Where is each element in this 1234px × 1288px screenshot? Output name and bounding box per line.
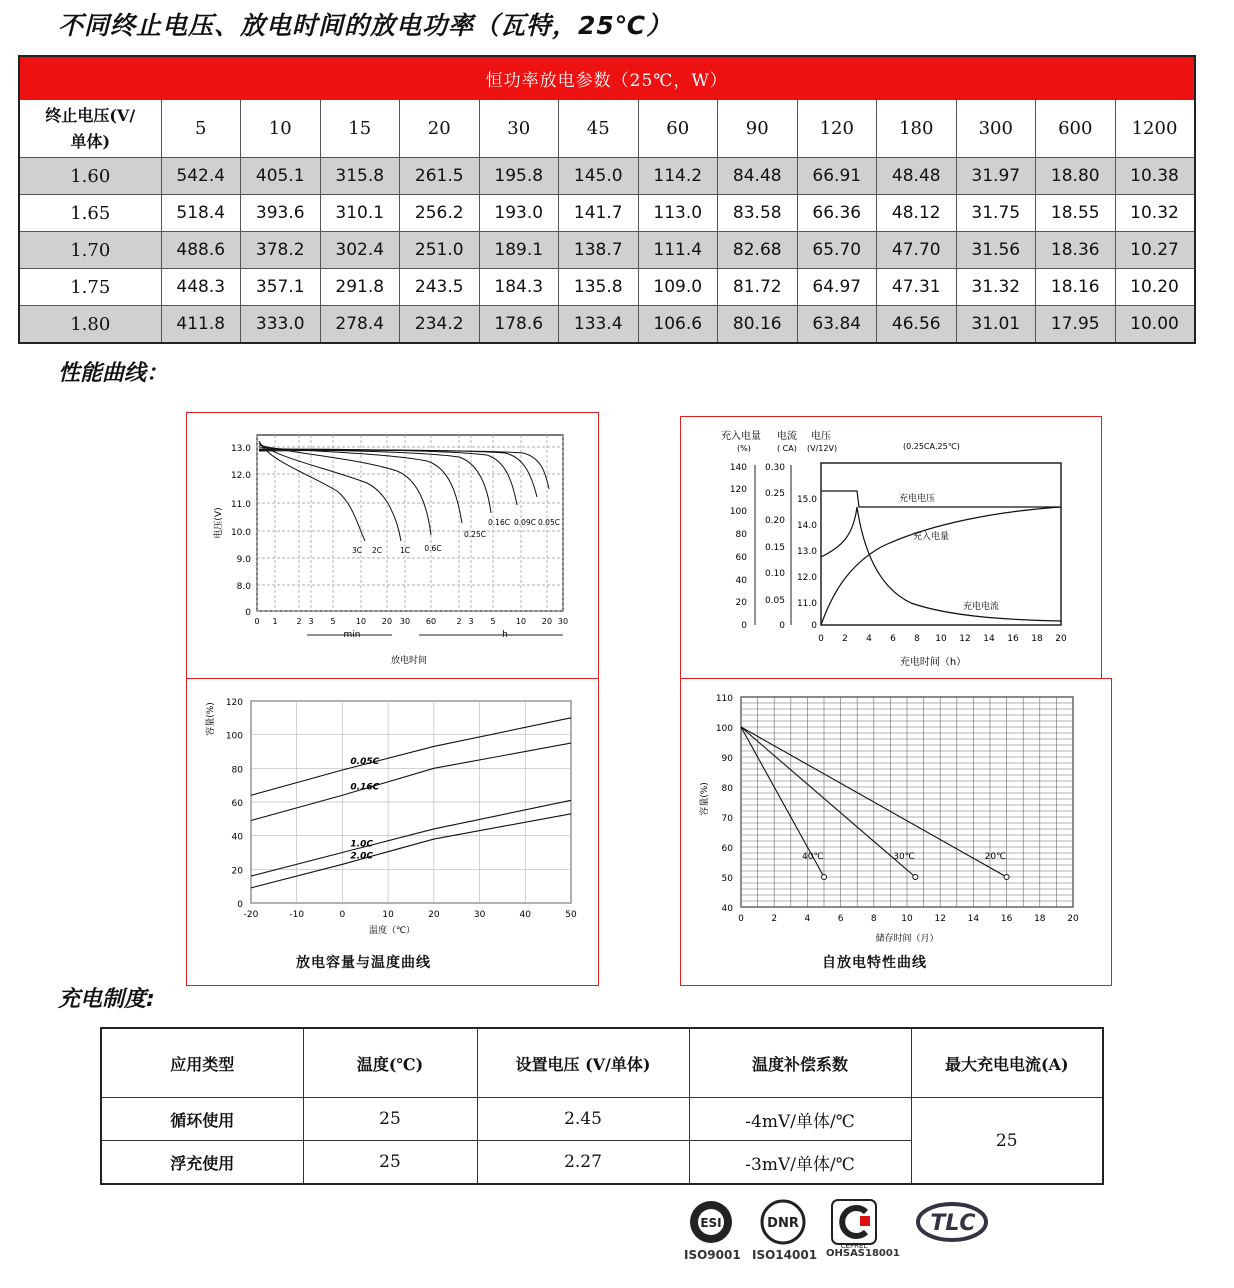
series-label: 40℃ xyxy=(802,852,824,862)
power-cell: 243.5 xyxy=(400,269,480,306)
chart-header-label: (V/12V) xyxy=(807,444,838,453)
power-cell: 48.48 xyxy=(877,158,957,195)
x-tick-label: 30 xyxy=(473,910,486,920)
y-tick-label: 9.0 xyxy=(236,555,251,565)
power-cell: 193.0 xyxy=(479,195,559,232)
x-tick-label: 3 xyxy=(468,617,474,626)
self-discharge-line xyxy=(741,727,915,877)
y1-tick-label: 40 xyxy=(735,576,747,586)
x-tick-label: 20 xyxy=(1067,914,1079,924)
x-tick-label: 14 xyxy=(983,634,995,644)
x-tick-label: 10 xyxy=(355,617,367,626)
power-cell: 488.6 xyxy=(161,232,241,269)
charge-current-line xyxy=(821,507,1061,621)
y-tick-label: 13.0 xyxy=(230,444,251,454)
table-row xyxy=(19,195,1195,232)
charge-voltage-line xyxy=(821,491,1061,507)
capacity-temp-figure xyxy=(186,678,599,986)
power-cell: 448.3 xyxy=(161,269,241,306)
end-point xyxy=(1004,875,1009,880)
svg-text:TLC: TLC xyxy=(930,1211,976,1236)
x-tick-label: 18 xyxy=(1031,634,1043,644)
series-label: 2.0C xyxy=(350,851,373,862)
x-axis-label: 储存时间（月） xyxy=(875,934,939,944)
y1-tick-label: 60 xyxy=(735,553,747,563)
header-temp: 温度(℃) xyxy=(303,1028,477,1098)
power-cell: 10.27 xyxy=(1115,232,1195,269)
x-tick-label: 10 xyxy=(935,634,947,644)
x-tick-label: 2 xyxy=(771,914,778,924)
y2-tick-label: 0.20 xyxy=(764,516,785,526)
float-coef: -3mV/单体/℃ xyxy=(689,1141,911,1185)
y-tick-label: 8.0 xyxy=(236,582,251,592)
table-row xyxy=(19,158,1195,195)
table-row xyxy=(19,306,1195,344)
y-tick-label: 80 xyxy=(721,784,733,794)
x-tick-label: 2 xyxy=(842,634,848,644)
svg-text:ESI: ESI xyxy=(700,1216,722,1230)
chart-header-label: ( CA) xyxy=(777,444,797,453)
power-cell: 114.2 xyxy=(638,158,718,195)
power-cell: 18.36 xyxy=(1036,232,1116,269)
y2-tick-label: 0.30 xyxy=(764,463,785,473)
power-cell: 333.0 xyxy=(241,306,321,344)
power-cell: 256.2 xyxy=(400,195,480,232)
cycle-use-label: 循环使用 xyxy=(101,1098,303,1141)
y-tick-label: 40 xyxy=(721,904,733,914)
capacity-temp-caption: 放电容量与温度曲线 xyxy=(296,955,431,971)
power-cell: 141.7 xyxy=(559,195,639,232)
duration-header: 600 xyxy=(1036,100,1116,158)
curve-label: 2C xyxy=(371,546,383,555)
y-tick-label: 40 xyxy=(231,832,243,843)
y1-tick-label: 120 xyxy=(729,485,747,495)
x-tick-label: 16 xyxy=(1007,634,1019,644)
x-tick-label: 20 xyxy=(381,617,393,626)
x-unit-min: min xyxy=(343,630,361,640)
y2-tick-label: 0.10 xyxy=(764,569,785,579)
x-tick-label: 2 xyxy=(456,617,462,626)
x-tick-label: 8 xyxy=(914,634,920,644)
discharge-curve-chart xyxy=(187,413,598,707)
float-temp: 25 xyxy=(303,1141,477,1185)
y-axis-label: 容量(%) xyxy=(700,782,710,816)
charge-curve-chart xyxy=(681,417,1101,707)
y1-tick-label: 100 xyxy=(729,507,747,517)
x-tick-label: 4 xyxy=(866,634,872,644)
svg-text:DNR: DNR xyxy=(767,1216,799,1231)
tlc-logo xyxy=(918,1204,986,1240)
temp-series-line xyxy=(251,800,571,876)
power-table xyxy=(18,55,1196,344)
iso9001-label: ISO9001 xyxy=(684,1248,741,1262)
curve-label: 0.25C xyxy=(464,530,486,539)
y3-tick-label: 13.0 xyxy=(796,547,817,557)
duration-header: 60 xyxy=(638,100,718,158)
y-axis-label: 容量(%) xyxy=(206,702,216,736)
discharge-curve xyxy=(259,449,491,513)
y-tick-label: 11.0 xyxy=(230,500,251,510)
y-tick-label: 120 xyxy=(225,698,243,708)
temp-series-line xyxy=(251,814,571,888)
ceprel-logo xyxy=(832,1200,876,1250)
power-cell: 31.56 xyxy=(956,232,1036,269)
header-max-current: 最大充电电流(A) xyxy=(911,1028,1103,1098)
charge-capacity-line xyxy=(821,507,1061,625)
x-tick-label: 0 xyxy=(254,617,260,626)
power-cell: 133.4 xyxy=(559,306,639,344)
chart-header-label: (%) xyxy=(737,444,751,453)
power-cell: 189.1 xyxy=(479,232,559,269)
power-cell: 113.0 xyxy=(638,195,718,232)
x-tick-label: 10 xyxy=(515,617,527,626)
x-tick-label: 6 xyxy=(890,634,896,644)
chart-header-label: 电流 xyxy=(777,431,797,442)
power-cell: 31.97 xyxy=(956,158,1036,195)
y-tick-label: 50 xyxy=(721,874,733,884)
ohsas-label: OHSAS18001 xyxy=(826,1248,900,1259)
y-tick-label: 90 xyxy=(721,754,733,764)
dnr-logo xyxy=(762,1201,804,1243)
y-tick-label: 100 xyxy=(715,724,733,734)
x-axis-label: 温度（℃） xyxy=(368,926,416,936)
y-tick-label: 0 xyxy=(245,608,251,618)
chart-header-label: (0.25CA,25℃) xyxy=(903,442,960,451)
end-voltage-cell: 1.65 xyxy=(19,195,161,232)
y-tick-label: 12.0 xyxy=(230,471,251,481)
x-axis-label: 放电时间 xyxy=(390,656,428,666)
x-tick-label: 20 xyxy=(1055,634,1067,644)
x-tick-label: 16 xyxy=(1000,914,1013,924)
power-cell: 64.97 xyxy=(797,269,877,306)
x-tick-label: 0 xyxy=(818,634,824,644)
power-cell: 111.4 xyxy=(638,232,718,269)
x-tick-label: 12 xyxy=(934,914,946,924)
y-tick-label: 60 xyxy=(721,844,733,854)
power-cell: 195.8 xyxy=(479,158,559,195)
y-tick-label: 0 xyxy=(237,900,243,910)
duration-header: 15 xyxy=(320,100,400,158)
y-tick-label: 100 xyxy=(225,731,243,742)
y2-tick-label: 0.25 xyxy=(764,489,785,499)
duration-header: 20 xyxy=(400,100,480,158)
x-tick-label: 60 xyxy=(425,617,437,626)
curve-label: 3C xyxy=(351,546,363,555)
y-axis-label: 电压(V) xyxy=(214,507,224,539)
power-cell: 31.75 xyxy=(956,195,1036,232)
x-axis-label: 充电时间（h） xyxy=(899,657,967,668)
y2-tick-label: 0.05 xyxy=(764,596,785,606)
power-cell: 291.8 xyxy=(320,269,400,306)
power-cell: 261.5 xyxy=(400,158,480,195)
power-cell: 18.80 xyxy=(1036,158,1116,195)
table-row xyxy=(19,269,1195,306)
power-cell: 31.01 xyxy=(956,306,1036,344)
charging-heading: 充电制度: xyxy=(58,987,155,1012)
x-tick-label: 0 xyxy=(738,914,744,924)
power-cell: 48.12 xyxy=(877,195,957,232)
esi-logo xyxy=(690,1201,732,1243)
x-tick-label: 12 xyxy=(959,634,971,644)
y1-tick-label: 20 xyxy=(735,598,747,608)
power-cell: 542.4 xyxy=(161,158,241,195)
power-cell: 109.0 xyxy=(638,269,718,306)
header-app-type: 应用类型 xyxy=(101,1028,303,1098)
curve-label: 0.09C xyxy=(514,518,536,527)
power-cell: 84.48 xyxy=(718,158,798,195)
power-cell: 46.56 xyxy=(877,306,957,344)
end-voltage-header: 终止电压(V/ 单体) xyxy=(19,100,161,158)
header-coef: 温度补偿系数 xyxy=(689,1028,911,1098)
duration-header: 45 xyxy=(559,100,639,158)
y2-tick-label: 0 xyxy=(779,621,785,631)
end-point xyxy=(913,875,918,880)
power-cell: 83.58 xyxy=(718,195,798,232)
x-tick-label: 6 xyxy=(837,914,844,924)
y-tick-label: 110 xyxy=(715,694,733,704)
y3-tick-label: 15.0 xyxy=(796,495,817,505)
power-cell: 10.32 xyxy=(1115,195,1195,232)
x-tick-label: 3 xyxy=(308,617,314,626)
capacity-temp-chart xyxy=(187,679,598,985)
discharge-curve xyxy=(259,449,517,505)
power-cell: 18.55 xyxy=(1036,195,1116,232)
power-cell: 80.16 xyxy=(718,306,798,344)
duration-header: 90 xyxy=(718,100,798,158)
power-cell: 234.2 xyxy=(400,306,480,344)
y-tick-label: 20 xyxy=(231,866,243,877)
x-tick-label: 10 xyxy=(382,910,394,920)
power-cell: 278.4 xyxy=(320,306,400,344)
power-cell: 315.8 xyxy=(320,158,400,195)
chart-header-label: 充入电量 xyxy=(721,431,761,442)
x-tick-label: 20 xyxy=(541,617,553,626)
plot-frame xyxy=(821,463,1061,625)
power-cell: 10.00 xyxy=(1115,306,1195,344)
x-tick-label: 20 xyxy=(428,910,440,920)
y3-tick-label: 12.0 xyxy=(796,573,817,583)
power-table-header-row xyxy=(19,100,1195,158)
series-label: 充电电压 xyxy=(899,494,936,504)
series-label: 1.0C xyxy=(350,839,373,850)
power-cell: 518.4 xyxy=(161,195,241,232)
power-cell: 63.84 xyxy=(797,306,877,344)
chart-header-label: 电压 xyxy=(811,431,831,442)
charging-table xyxy=(100,1027,1104,1185)
duration-header: 180 xyxy=(877,100,957,158)
self-discharge-figure xyxy=(680,678,1112,986)
x-tick-label: -10 xyxy=(289,910,305,920)
charging-table-header xyxy=(101,1028,1103,1098)
certifications xyxy=(684,1196,1000,1286)
power-cell: 405.1 xyxy=(241,158,321,195)
y2-tick-label: 0.15 xyxy=(764,543,785,553)
x-tick-label: 18 xyxy=(1034,914,1046,924)
header-voltage: 设置电压 (V/单体) xyxy=(477,1028,689,1098)
y-tick-label: 80 xyxy=(231,765,243,776)
iso14001-label: ISO14001 xyxy=(752,1248,818,1262)
y3-tick-label: 11.0 xyxy=(796,599,817,609)
cycle-coef: -4mV/单体/℃ xyxy=(689,1098,911,1141)
power-cell: 378.2 xyxy=(241,232,321,269)
discharge-curve-figure xyxy=(186,412,599,708)
end-voltage-cell: 1.60 xyxy=(19,158,161,195)
x-tick-label: 10 xyxy=(901,914,913,924)
series-label: 充入电量 xyxy=(913,532,950,542)
curve-label: 0.6C xyxy=(424,544,442,553)
power-cell: 251.0 xyxy=(400,232,480,269)
x-tick-label: 5 xyxy=(490,617,496,626)
discharge-curve xyxy=(259,443,401,541)
float-use-label: 浮充使用 xyxy=(101,1141,303,1185)
x-tick-label: 1 xyxy=(272,617,278,626)
y1-tick-label: 80 xyxy=(735,530,747,540)
power-cell: 66.36 xyxy=(797,195,877,232)
x-tick-label: 5 xyxy=(330,617,336,626)
y1-tick-label: 0 xyxy=(741,621,747,631)
power-cell: 106.6 xyxy=(638,306,718,344)
end-point xyxy=(822,875,827,880)
y3-tick-label: 0 xyxy=(811,621,817,631)
curve-label: 0.05C xyxy=(538,518,560,527)
charging-row-cycle xyxy=(101,1098,1103,1141)
power-cell: 138.7 xyxy=(559,232,639,269)
self-discharge-caption: 自放电特性曲线 xyxy=(822,955,927,971)
series-label: 0.05C xyxy=(350,757,380,768)
max-current-value: 25 xyxy=(911,1098,1103,1185)
y3-tick-label: 14.0 xyxy=(796,521,817,531)
power-cell: 184.3 xyxy=(479,269,559,306)
x-unit-h: h xyxy=(502,630,508,640)
power-cell: 66.91 xyxy=(797,158,877,195)
power-cell: 17.95 xyxy=(1036,306,1116,344)
curve-label: 1C xyxy=(399,546,411,555)
power-cell: 411.8 xyxy=(161,306,241,344)
power-cell: 81.72 xyxy=(718,269,798,306)
duration-header: 10 xyxy=(241,100,321,158)
y-tick-label: 10.0 xyxy=(230,528,251,538)
power-cell: 47.70 xyxy=(877,232,957,269)
power-cell: 10.20 xyxy=(1115,269,1195,306)
power-cell: 178.6 xyxy=(479,306,559,344)
duration-header: 1200 xyxy=(1115,100,1195,158)
temp-series-line xyxy=(251,718,571,795)
power-cell: 18.16 xyxy=(1036,269,1116,306)
y-tick-label: 70 xyxy=(721,814,733,824)
power-cell: 135.8 xyxy=(559,269,639,306)
end-voltage-cell: 1.70 xyxy=(19,232,161,269)
power-cell: 47.31 xyxy=(877,269,957,306)
power-table-banner: 恒功率放电参数（25℃，W） xyxy=(19,56,1195,100)
page-title: 不同终止电压、放电时间的放电功率（瓦特，25℃） xyxy=(58,11,673,40)
x-tick-label: 0 xyxy=(339,910,346,920)
y-tick-label: 60 xyxy=(231,799,243,809)
curve-label: 0.16C xyxy=(488,518,510,527)
power-cell: 65.70 xyxy=(797,232,877,269)
performance-heading: 性能曲线： xyxy=(58,361,169,386)
x-tick-label: 40 xyxy=(519,910,532,920)
cycle-temp: 25 xyxy=(303,1098,477,1141)
x-tick-label: 2 xyxy=(296,617,302,626)
power-cell: 82.68 xyxy=(718,232,798,269)
power-cell: 10.38 xyxy=(1115,158,1195,195)
self-discharge-chart xyxy=(681,679,1111,985)
power-cell: 31.32 xyxy=(956,269,1036,306)
duration-header: 300 xyxy=(956,100,1036,158)
x-tick-label: 8 xyxy=(870,914,877,924)
x-tick-label: 50 xyxy=(565,910,577,920)
table-row xyxy=(19,232,1195,269)
float-voltage: 2.27 xyxy=(477,1141,689,1185)
series-label: 充电电流 xyxy=(963,602,1000,612)
power-cell: 302.4 xyxy=(320,232,400,269)
x-tick-label: -20 xyxy=(243,910,259,920)
series-label: 30℃ xyxy=(893,852,915,862)
power-cell: 145.0 xyxy=(559,158,639,195)
power-cell: 310.1 xyxy=(320,195,400,232)
duration-header: 120 xyxy=(797,100,877,158)
end-voltage-cell: 1.80 xyxy=(19,306,161,344)
x-tick-label: 30 xyxy=(557,617,569,626)
end-voltage-cell: 1.75 xyxy=(19,269,161,306)
duration-header: 5 xyxy=(161,100,241,158)
power-cell: 393.6 xyxy=(241,195,321,232)
x-tick-label: 4 xyxy=(804,914,811,924)
svg-text:CEPREL: CEPREL xyxy=(840,1242,868,1250)
series-label: 20℃ xyxy=(984,852,1007,862)
x-tick-label: 14 xyxy=(967,914,980,924)
power-cell: 357.1 xyxy=(241,269,321,306)
x-tick-label: 30 xyxy=(399,617,411,626)
cert-logos xyxy=(690,1196,1000,1252)
charge-curve-figure xyxy=(680,416,1102,708)
y1-tick-label: 140 xyxy=(729,463,747,473)
cycle-voltage: 2.45 xyxy=(477,1098,689,1141)
series-label: 0.16C xyxy=(350,782,380,793)
duration-header: 30 xyxy=(479,100,559,158)
